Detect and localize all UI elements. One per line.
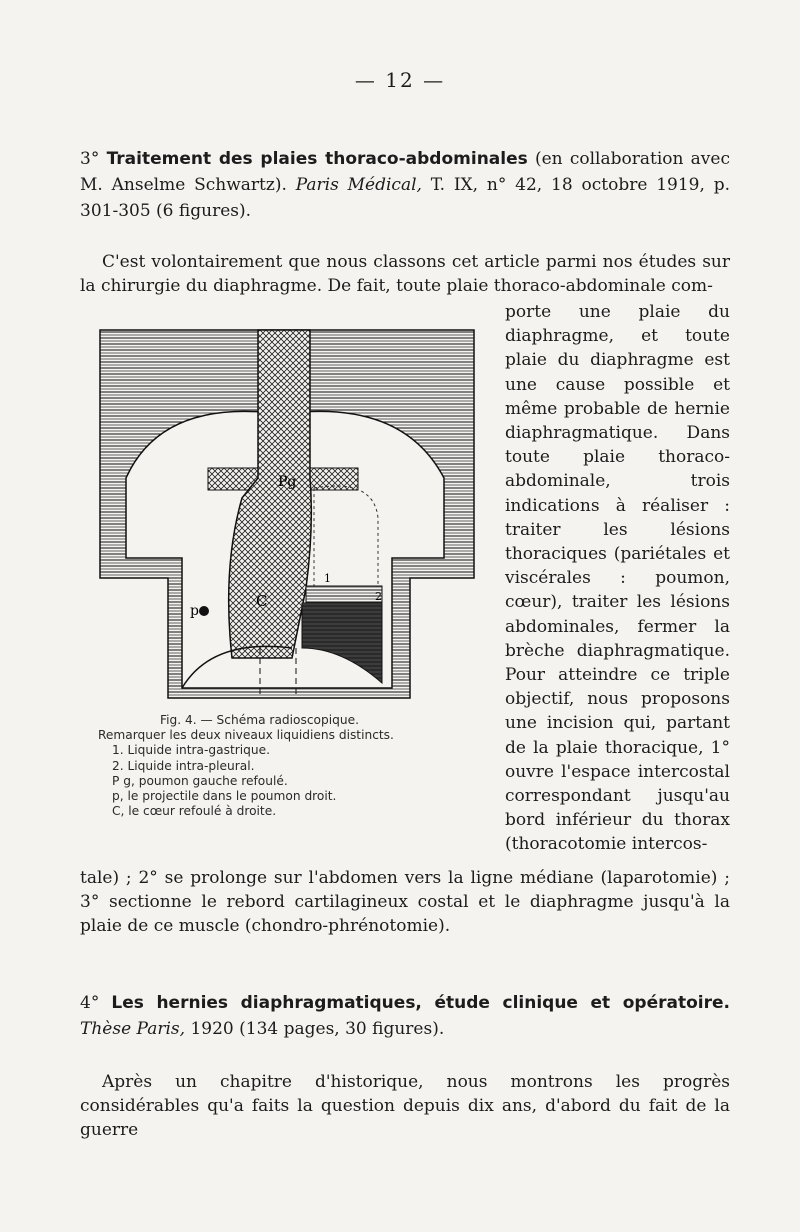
section-3-ref: T. IX, n° 42, 18 octobre 1919, p. 301-305 (6 figures). bbox=[80, 175, 731, 221]
paragraph-1: C'est volontairement que nous classons cet article parmi nos études sur la chirurgie du diaphragme. De fait, toute plaie thoraco-abdominale com- bbox=[80, 252, 730, 296]
section-4-ref: 1920 (134 pages, 30 figures). bbox=[190, 1019, 445, 1039]
paragraph-1-side: porte une plaie du diaphragme, et toute plaie du diaphragme est une cause possible et même probable de hernie diaphragmatique. Dans toute plaie thoraco-abdominale, trois indications à réaliser : traiter les lésions thoraciques (pariétales et viscérales : poumon, cœur), traiter les lésions abdominales, fermer la brèche diaphragmatique. Pour atteindre ce triple objectif, nous proposons une incision qui, partant de la plaie thoracique, 1° ouvre l'espace intercostal correspondant jusqu'au bord inférieur du thorax (thoracotomie intercos- bbox=[505, 302, 730, 855]
caption-item-pg: P g, poumon gauche refoulé. bbox=[112, 773, 288, 788]
section-3-heading bbox=[80, 146, 730, 224]
label-1: 1 bbox=[324, 572, 331, 585]
label-pg: Pg bbox=[278, 474, 297, 490]
caption-item-2: 2. Liquide intra-pleural. bbox=[112, 758, 255, 773]
page-number: — 12 — bbox=[354, 68, 446, 92]
label-p: p bbox=[190, 603, 199, 619]
figure-radioscopic-schema bbox=[92, 318, 494, 710]
caption-item-c: C, le cœur refoulé à droite. bbox=[112, 804, 277, 819]
section-4-heading bbox=[80, 990, 730, 1042]
figure-caption bbox=[98, 713, 508, 819]
paragraph-1-end: tale) ; 2° se prolonge sur l'abdomen vers la ligne médiane (laparotomie) ; 3° sectionne le rebord cartilagineux costal et le diaphragme jusqu'à la plaie de ce muscle (chondro-phrénotomie). bbox=[80, 868, 730, 936]
section-4-number: 4° bbox=[80, 993, 100, 1013]
intra-gastric-level bbox=[306, 586, 382, 603]
paragraph-2: Après un chapitre d'historique, nous montrons les progrès considérables qu'a faits la question depuis dix ans, d'abord du fait de la guerre bbox=[80, 1072, 730, 1140]
caption-item-1: 1. Liquide intra-gastrique. bbox=[112, 743, 270, 758]
section-3-number: 3° bbox=[80, 149, 100, 169]
section-4-title: Les hernies diaphragmatiques, étude clinique et opératoire. bbox=[111, 993, 730, 1013]
section-3-journal: Paris Médical, bbox=[295, 175, 422, 195]
section-4-journal: Thèse Paris, bbox=[80, 1019, 186, 1039]
section-3-collab: (en collaboration avec M. Anselme Schwartz). bbox=[80, 149, 730, 195]
label-2: 2 bbox=[375, 590, 382, 603]
caption-item-p: p, le projectile dans le poumon droit. bbox=[112, 789, 337, 804]
label-c: C bbox=[256, 592, 268, 610]
projectile-marker bbox=[199, 606, 209, 616]
caption-title: Fig. 4. — Schéma radioscopique. bbox=[160, 713, 359, 727]
section-3-title: Traitement des plaies thoraco-abdominales bbox=[106, 149, 528, 169]
caption-note: Remarquer les deux niveaux liquidiens distincts. bbox=[98, 728, 394, 743]
right-clavicle bbox=[304, 468, 358, 490]
thorax-diagram bbox=[92, 318, 494, 710]
